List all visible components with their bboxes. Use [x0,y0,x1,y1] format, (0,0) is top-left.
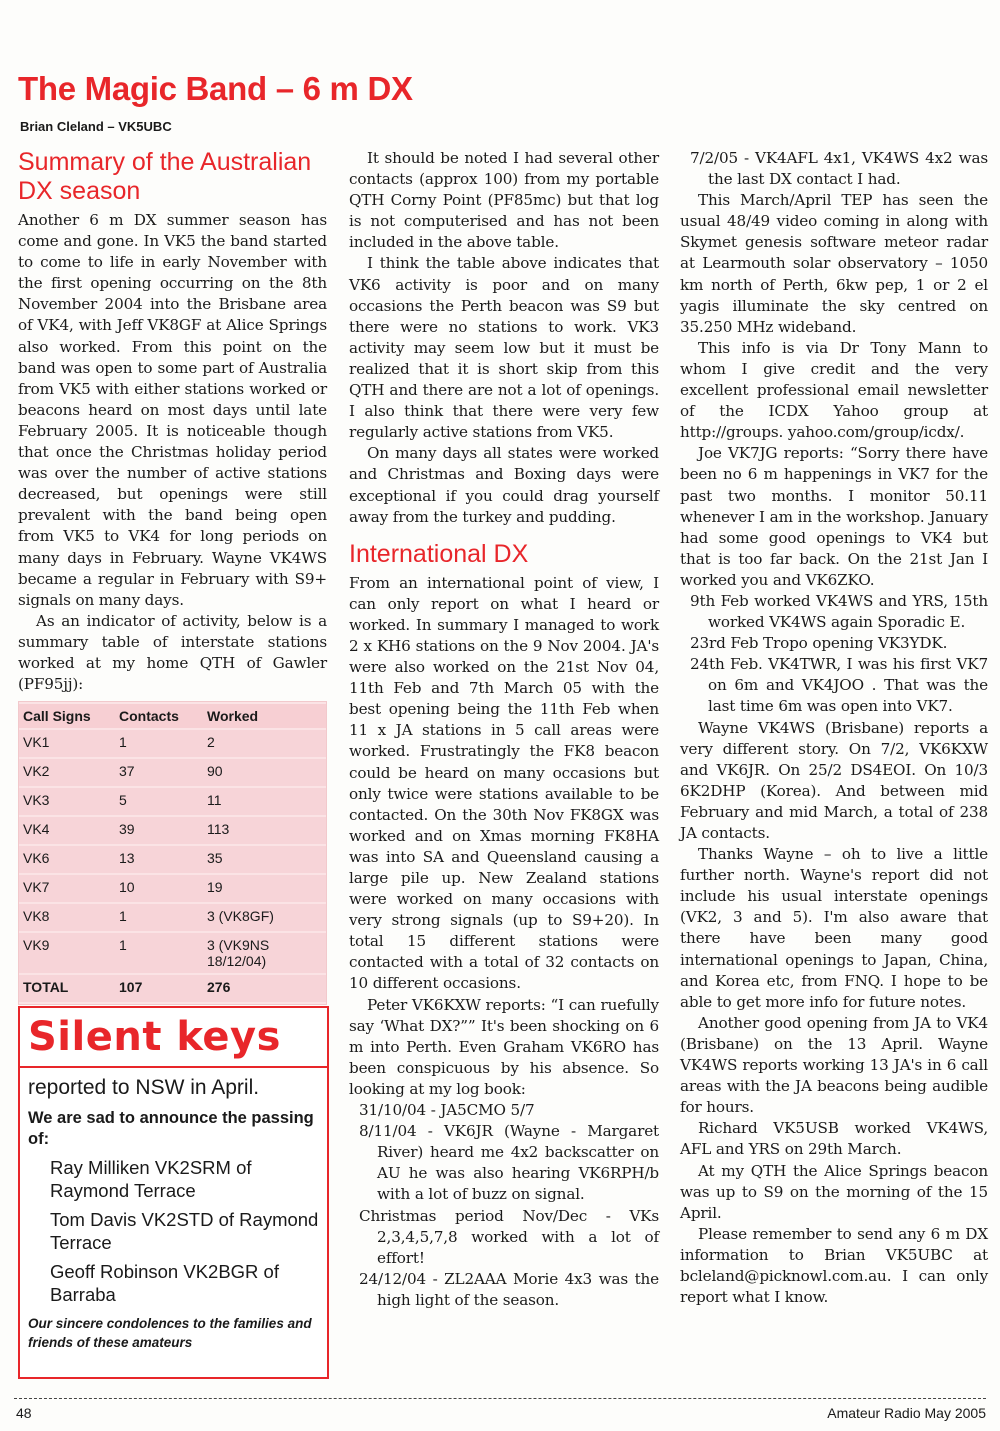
paragraph: This March/April TEP has seen the usual 48/49 video coming in along with Skymet genesis software meteor radar at Learmouth solar observatory – 1050 km north of Perth, 6kw pep, 1 or 2 el yagis illuminate the sky centred on 35.250 MHz wideband. [680,191,988,336]
column-header: Worked [203,704,326,728]
paragraph: Peter VK6KXW reports: “I can ruefully say ‘What DX?”” It's been shocking on 6 m into Perth. Even Graham VK6RO has been conspicuous by his absence. So looking at my log book: [349,995,659,1098]
article-title: The Magic Band – 6 m DX [18,70,413,107]
table-cell: VK3 [19,788,115,815]
table-cell: TOTAL [19,975,115,1002]
table-cell: 113 [203,817,326,844]
log-entry: 24th Feb. VK4TWR, I was his first VK7 on 6m and VK4JOO . That was the last time 6m was open into VK7. [690,655,988,716]
table-cell: VK7 [19,875,115,902]
table-cell: VK2 [19,759,115,786]
table-cell: 107 [115,975,203,1002]
paragraph: From an international point of view, I can only report on what I heard or worked. In summary I managed to work 2 x KH6 stations on the 9 Nov 2004. JA's were also worked on the 21st Nov 04, 11th Feb and 7th March 05 with the best opening being the 11th Feb when 11 x JA stations in 5 call areas were worked. Frustratingly the FK8 beacon could be heard on many occasions but only twice were stations available to be contacted. On the 30th Nov FK8GX was worked and on Xmas morning FK8HA was into SA and Queensland causing a large pile up. New Zealand stations were worked on many occasions with very strong signals (up to S9+20). In total 15 different stations were contacted with a total of 32 contacts on 10 different occasions. [349,573,659,993]
table-cell: 276 [203,975,326,1002]
table-cell: VK4 [19,817,115,844]
table-row [19,759,326,786]
table-row [19,875,326,902]
table-row [19,788,326,815]
silent-keys-title: Silent keys [28,1014,281,1060]
table-cell: 2 [203,730,326,757]
paragraph: This info is via Dr Tony Mann to whom I give credit and the very excellent professional email newsletter of the ICDX Yahoo group at http://groups. yahoo.com/group/icdx/. [680,338,988,442]
paragraph: I think the table above indicates that VK6 activity is poor and on many occasions the Perth beacon was S9 but there were no stations to work. VK3 activity may seem low but it must be realized that it is short skip from this QTH and there are not a lot of openings. I also think that there were very few regularly active stations from VK5. [349,254,659,442]
paragraph: Thanks Wayne – oh to live a little further north. Wayne's report did not include his usual interstate openings (VK2, 3 and 5). I'm also aware that there have been many good international openings to Japan, China, and Korea etc, from FNQ. I hope to be able to get more info for future notes. [680,845,988,1011]
silent-key-name: Ray Milliken VK2SRM of Raymond Terrace [50,1157,252,1201]
paragraph: Wayne VK4WS (Brisbane) reports a very different story. On 7/2, VK6KXW and VK6JR. On 25/2 DS4EOI. On 10/3 6K2DHP (Korea). And between mid February and mid March, a total of 238 JA contacts. [680,718,988,842]
table-row [19,904,326,931]
table-cell: 10 [115,875,203,902]
log-entry: 7/2/05 - VK4AFL 4x1, VK4WS 4x2 was the last DX contact I had. [690,149,988,189]
silent-keys-condolences: Our sincere condolences to the families and friends of these amateurs [28,1316,312,1350]
log-entry: 24/12/04 - ZL2AAA Morie 4x3 was the high light of the season. [359,1269,659,1309]
table-row [19,730,326,757]
table-row [19,817,326,844]
table-cell: 1 [115,933,203,973]
column-header: Contacts [115,704,203,728]
table-total-row [19,975,326,1002]
silent-keys-subtitle: reported to NSW in April. [28,1076,260,1099]
table-header-row [19,704,326,728]
column-1 [18,148,327,1005]
silent-keys-box [18,1006,329,1379]
column-3 [680,148,988,1308]
column-header: Call Signs [19,704,115,728]
table-cell: 5 [115,788,203,815]
footer-divider [14,1398,986,1399]
paragraph: Another 6 m DX summer season has come and gone. In VK5 the band started to come to life in early November with the first opening occurring on the 8th November 2004 into the Brisbane area of VK4, with Jeff VK8GF at Alice Springs also worked. From this point on the band was open to some part of Australia from VK5 with either stations worked or beacons heard on most days until late February 2005. It is noticeable though that once the Christmas holiday period was over the number of active stations decreased, but openings were still prevalent with the band being open from VK5 to VK4 for long periods on many days in February. Wayne VK4WS became a regular in February with S9+ signals on many days. [18,211,327,609]
table-row [19,933,326,973]
table-cell: 35 [203,846,326,873]
table-cell: VK1 [19,730,115,757]
log-entry: 31/10/04 - JA5CMO 5/7 [359,1101,535,1120]
divider [20,1066,327,1068]
section-heading-international: International DX [349,539,529,568]
log-entry: Christmas period Nov/Dec - VKs 2,3,4,5,7,8 worked with a lot of effort! [359,1206,659,1267]
silent-key-name: Tom Davis VK2STD of Raymond Terrace [50,1209,319,1253]
table-cell: 37 [115,759,203,786]
table-cell: 19 [203,875,326,902]
paragraph: Joe VK7JG reports: “Sorry there have been no 6 m happenings in VK7 for the past two months. I monitor 50.11 whenever I am in the workshop. January had some good openings to VK4 but that is too far back. On the 21st Jan I worked you and VK6ZKO. [680,444,988,589]
table-cell: 39 [115,817,203,844]
paragraph: On many days all states were worked and Christmas and Boxing days were exceptional if you could drag yourself away from the turkey and pudding. [349,444,659,526]
table-cell: 3 (VK8GF) [203,904,326,931]
paragraph: Richard VK5USB worked VK4WS, AFL and YRS on 29th March. [680,1119,988,1159]
paragraph: It should be noted I had several other contacts (approx 100) from my portable QTH Corny Point (PF85mc) but that log is not computerised and has not been included in the above table. [349,149,659,252]
table-cell: 13 [115,846,203,873]
table-cell: VK8 [19,904,115,931]
table-row [19,846,326,873]
table-cell: 1 [115,730,203,757]
paragraph: Please remember to send any 6 m DX information to Brian VK5UBC at bcleland@picknowl.com.au. I can only report what I know. [680,1224,988,1307]
table-cell: VK6 [19,846,115,873]
table-cell: VK9 [19,933,115,973]
paragraph: At my QTH the Alice Springs beacon was up to S9 on the morning of the 15 April. [680,1161,988,1222]
page-number: 48 [16,1405,32,1421]
silent-keys-intro: We are sad to announce the passing of: [28,1109,314,1148]
section-heading-summary: Summary of the Australian DX season [18,148,312,205]
author-byline: Brian Cleland – VK5UBC [20,119,172,134]
log-entry: 8/11/04 - VK6JR (Wayne - Margaret River) heard me 4x2 backscatter on AU he was also hearing VK6RPH/b with a lot of buzz on signal. [359,1122,659,1204]
paragraph: Another good opening from JA to VK4 (Brisbane) on the 13 April. Wayne VK4WS reports working 13 JA's in 6 call areas with the JA beacons being audible for hours. [680,1013,988,1117]
magazine-issue: Amateur Radio May 2005 [827,1405,986,1421]
column-2 [349,148,659,1311]
table-cell: 1 [115,904,203,931]
paragraph: As an indicator of activity, below is a summary table of interstate stations worked at my home QTH of Gawler (PF95jj): [18,611,327,694]
table-cell: 90 [203,759,326,786]
table-cell: 3 (VK9NS 18/12/04) [203,933,326,973]
silent-key-name: Geoff Robinson VK2BGR of Barraba [50,1261,279,1305]
log-entry: 23rd Feb Tropo opening VK3YDK. [690,634,948,653]
table-cell: 11 [203,788,326,815]
activity-table [18,701,327,1005]
log-entry: 9th Feb worked VK4WS and YRS, 15th worked VK4WS again Sporadic E. [690,591,988,632]
